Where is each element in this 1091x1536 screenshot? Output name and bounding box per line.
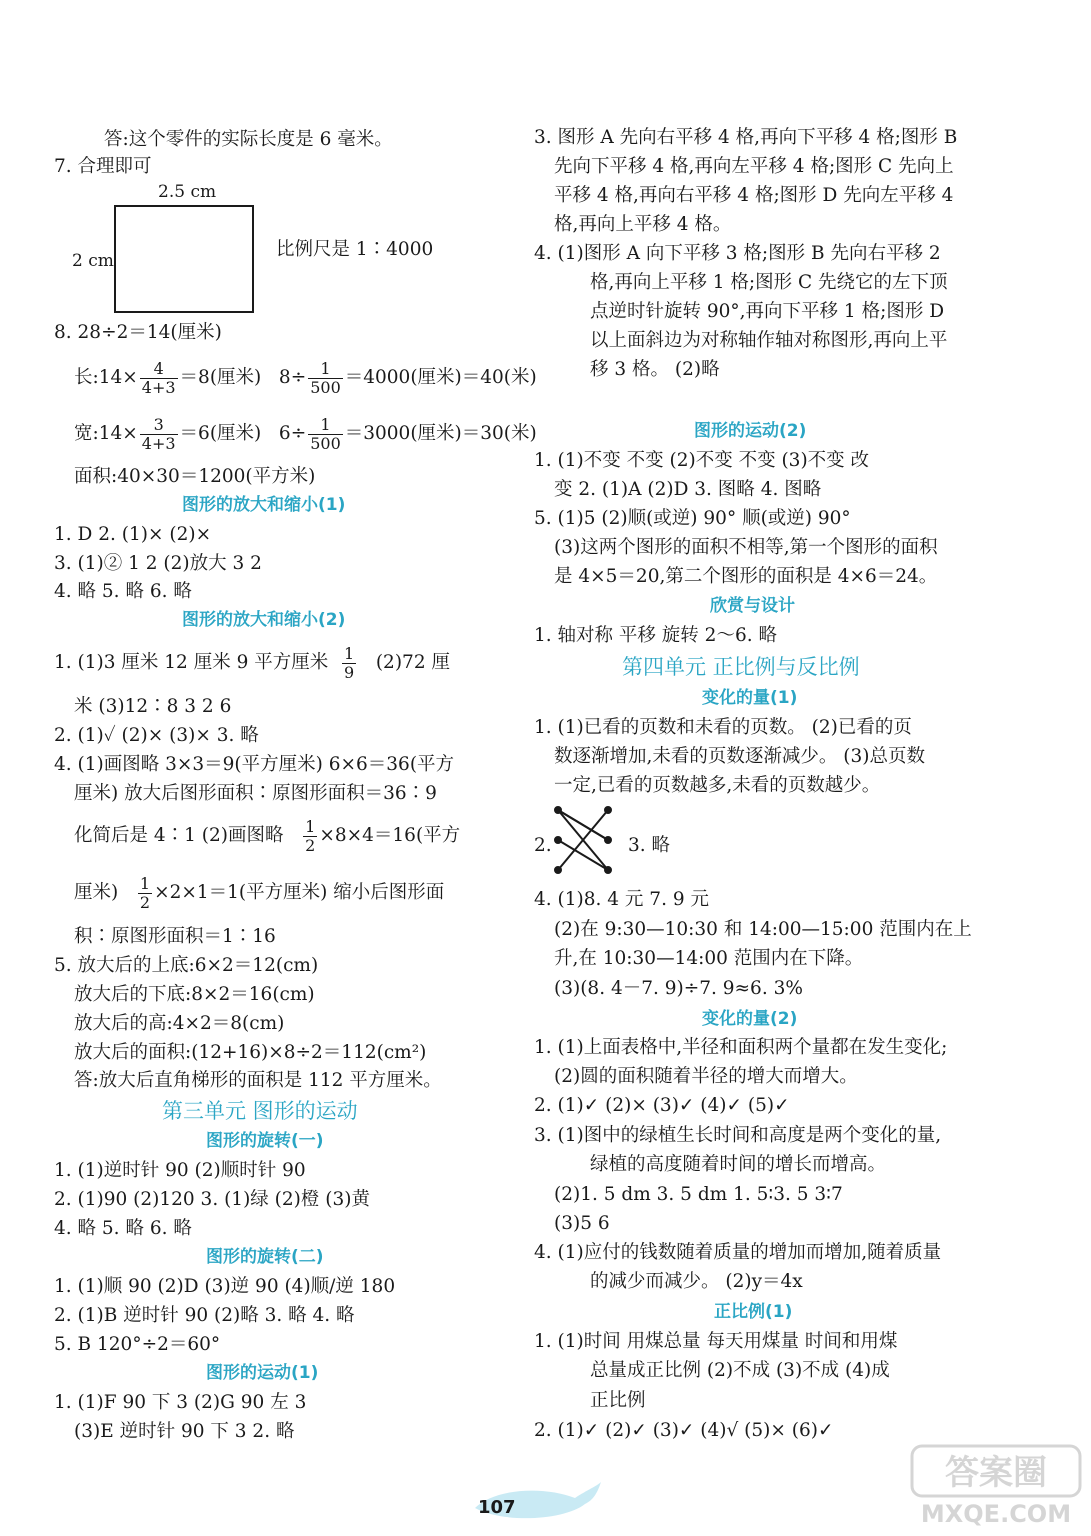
answer-line: (3)(8. 4－7. 9)÷7. 9≈6. 3% <box>554 978 803 999</box>
answer-line: 2. (1)B 逆时针 90 (2)略 3. 略 4. 略 <box>54 1305 355 1326</box>
answer-line: 厘米) $\frac{1}{2}$ ×2×1＝1(平方厘米) 缩小后图形面 <box>74 873 445 912</box>
answer-line: (2)圆的面积随着半径的增大而增大。 <box>554 1066 858 1087</box>
rect-width-label: 2.5 cm <box>158 182 217 202</box>
answer-line: (3)5 6 <box>554 1213 610 1234</box>
answer-line: 2. (1)✓ (2)✓ (3)✓ (4)√ (5)× (6)✓ <box>534 1420 834 1441</box>
answer-line: 5. B 120°÷2＝60° <box>54 1334 221 1355</box>
answer-line: 1. D 2. (1)× (2)× <box>54 524 212 545</box>
fraction: $\frac{1}{9}$ <box>344 643 355 682</box>
answer-line: 1. (1)3 厘米 12 厘米 9 平方厘米 $\frac{1}{9}$ (2)72 厘 <box>54 643 450 682</box>
answer-line: 4. (1)8. 4 元 7. 9 元 <box>534 889 709 910</box>
answer-line: 4. 略 5. 略 6. 略 <box>54 1218 192 1239</box>
answer-line: 1. (1)不变 不变 (2)不变 不变 (3)不变 改 <box>534 450 870 471</box>
page-number: 107 <box>478 1497 516 1518</box>
answer-line: 是 4×5＝20,第二个图形的面积是 4×6＝24。 <box>554 566 938 587</box>
answer-line: 化简后是 4∶1 (2)画图略 $\frac{1}{2}$ ×8×4＝16(平方 <box>74 816 461 855</box>
section-title: 变化的量(2) <box>702 1009 798 1029</box>
answer-line: 1. (1)顺 90 (2)D (3)逆 90 (4)顺/逆 180 <box>54 1276 396 1297</box>
answer-line: 平移 4 格,再向右平移 4 格;图形 D 先向左平移 4 <box>554 185 954 206</box>
answer-line: 厘米) 放大后图形面积∶原图形面积＝36∶9 <box>74 783 437 804</box>
section-title: 欣赏与设计 <box>710 596 795 616</box>
section-title: 图形的放大和缩小(1) <box>182 495 346 515</box>
q8-area-line: 面积:40×30＝1200(平方米) <box>74 466 316 487</box>
answer-line: (3)这两个图形的面积不相等,第一个图形的面积 <box>554 537 938 558</box>
answer-line: 1. (1)F 90 下 3 (2)G 90 左 3 <box>54 1392 307 1413</box>
scale-rectangle <box>114 205 254 313</box>
answer-line: 1. (1)时间 用煤总量 每天用煤量 时间和用煤 <box>534 1331 898 1352</box>
answer-line: 4. (1)应付的钱数随着质量的增加而增加,随着质量 <box>534 1242 942 1263</box>
answer-line: 点逆时针旋转 90°,再向下平移 1 格;图形 D <box>590 301 945 322</box>
answer-line: 2. (1)✓ (2)× (3)✓ (4)✓ (5)✓ <box>534 1095 790 1116</box>
answer-line: 4. (1)图形 A 向下平移 3 格;图形 B 先向右平移 2 <box>534 243 941 264</box>
answer-line: 积∶原图形面积＝1∶16 <box>74 926 276 947</box>
q8-length-line: 长:14× $\frac{4}{4+3}$ ＝8(厘米) 8÷ $\frac{1}{500}$ ＝4000(厘米)＝40(米) <box>74 358 537 397</box>
answer-line: 3. (1)图中的绿植生长时间和高度是两个变化的量, <box>534 1125 942 1146</box>
answer-line: 3. 图形 A 先向右平移 4 格,再向下平移 4 格;图形 B <box>534 127 958 148</box>
q8-line: 8. 28÷2＝14(厘米) <box>54 322 222 343</box>
answer-line: 先向下平移 4 格,再向左平移 4 格;图形 C 先向上 <box>554 156 954 177</box>
answer-line: 5. 放大后的上底:6×2＝12(cm) <box>54 955 319 976</box>
matching-lines-diagram <box>552 804 614 876</box>
rect-height-label: 2 cm <box>72 251 114 271</box>
fraction: $\frac{1}{500}$ <box>310 414 341 453</box>
answer-line: 放大后的下底:8×2＝16(cm) <box>74 984 315 1005</box>
answer-line: (3)E 逆时针 90 下 3 2. 略 <box>74 1421 295 1442</box>
answer-line: 米 (3)12∶8 3 2 6 <box>74 696 232 717</box>
answer-line: 2. (1)✓ (2)× (3)× 3. 略 <box>54 725 259 746</box>
answer-line: 升,在 10:30—14:00 范围内在下降。 <box>554 948 864 969</box>
answer-line: 移 3 格。 (2)略 <box>590 359 720 380</box>
watermark-logo <box>908 1440 1084 1530</box>
answer-line: 2. (1)90 (2)120 3. (1)绿 (2)橙 (3)黄 <box>54 1189 370 1210</box>
section-title: 图形的放大和缩小(2) <box>182 610 346 630</box>
answer-line: 1. (1)逆时针 90 (2)顺时针 90 <box>54 1160 306 1181</box>
answer-line: 1. (1)已看的页数和未看的页数。 (2)已看的页 <box>534 717 912 738</box>
watermark-text: 答案圈 <box>945 1453 1047 1493</box>
answer-line: 格,再向上平移 4 格。 <box>554 214 732 235</box>
answer-line: 3. (1)② 1 2 (2)放大 3 2 <box>54 553 262 574</box>
answer-line: 4. (1)画图略 3×3＝9(平方厘米) 6×6＝36(平方 <box>54 754 455 775</box>
fraction: $\frac{4}{4+3}$ <box>141 358 176 397</box>
answer-line: 绿植的高度随着时间的增长而增高。 <box>590 1154 887 1175</box>
answer-line: (2)在 9:30—10:30 和 14:00—15:00 范围内在上 <box>554 919 972 940</box>
answer-line: 答:这个零件的实际长度是 6 毫米。 <box>104 129 393 150</box>
answer-line: 5. (1)5 (2)顺(或逆) 90° 顺(或逆) 90° <box>534 508 851 529</box>
answer-line: 3. 略 <box>628 835 671 856</box>
q8-width-line: 宽:14× $\frac{3}{4+3}$ ＝6(厘米) 6÷ $\frac{1}{500}$ ＝3000(厘米)＝30(米) <box>74 414 537 453</box>
answer-line: 正比例 <box>590 1390 646 1411</box>
fraction: $\frac{1}{2}$ <box>139 873 151 912</box>
answer-line: 以上面斜边为对称轴作轴对称图形,再向上平 <box>590 330 948 351</box>
answer-line: 答:放大后直角梯形的面积是 112 平方厘米。 <box>74 1070 442 1091</box>
unit-title: 第四单元 正比例与反比例 <box>622 655 860 679</box>
answer-line: 变 2. (1)A (2)D 3. 图略 4. 图略 <box>554 479 822 500</box>
answer-line: (2)1. 5 dm 3. 5 dm 1. 5∶3. 5 3∶7 <box>554 1184 843 1205</box>
section-title: 变化的量(1) <box>702 688 798 708</box>
answer-line: 格,再向上平移 1 格;图形 C 先绕它的左下顶 <box>590 272 948 293</box>
fraction: $\frac{1}{500}$ <box>310 358 341 397</box>
answer-line: 一定,已看的页数越多,未看的页数越少。 <box>554 775 881 796</box>
answer-line: 总量成正比例 (2)不成 (3)不成 (4)成 <box>590 1360 890 1381</box>
answer-line: 1. 轴对称 平移 旋转 2～6. 略 <box>534 625 777 646</box>
fraction: $\frac{1}{2}$ <box>305 816 316 855</box>
section-title: 正比例(1) <box>714 1302 793 1322</box>
watermark-url: MXQE.COM <box>920 1500 1072 1528</box>
answer-line: 数逐渐增加,未看的页数逐渐减少。 (3)总页数 <box>554 746 925 767</box>
section-title: 图形的旋转(一) <box>206 1131 324 1151</box>
section-title: 图形的运动(1) <box>206 1363 319 1383</box>
section-title: 图形的运动(2) <box>694 421 807 441</box>
answer-line: 放大后的面积:(12+16)×8÷2＝112(cm²) <box>74 1042 427 1063</box>
q7-line: 7. 合理即可 <box>54 156 152 177</box>
section-title: 图形的旋转(二) <box>206 1247 324 1267</box>
answer-line: 4. 略 5. 略 6. 略 <box>54 581 192 602</box>
answer-line: 放大后的高:4×2＝8(cm) <box>74 1013 285 1034</box>
scale-label: 比例尺是 1∶4000 <box>276 239 434 260</box>
answer-line: 1. (1)上面表格中,半径和面积两个量都在发生变化; <box>534 1037 948 1058</box>
answer-line: 的减少而减少。 (2)y＝4x <box>590 1271 803 1292</box>
fraction: $\frac{3}{4+3}$ <box>141 414 176 453</box>
unit-title: 第三单元 图形的运动 <box>162 1099 358 1123</box>
q2-label: 2. <box>534 835 552 856</box>
